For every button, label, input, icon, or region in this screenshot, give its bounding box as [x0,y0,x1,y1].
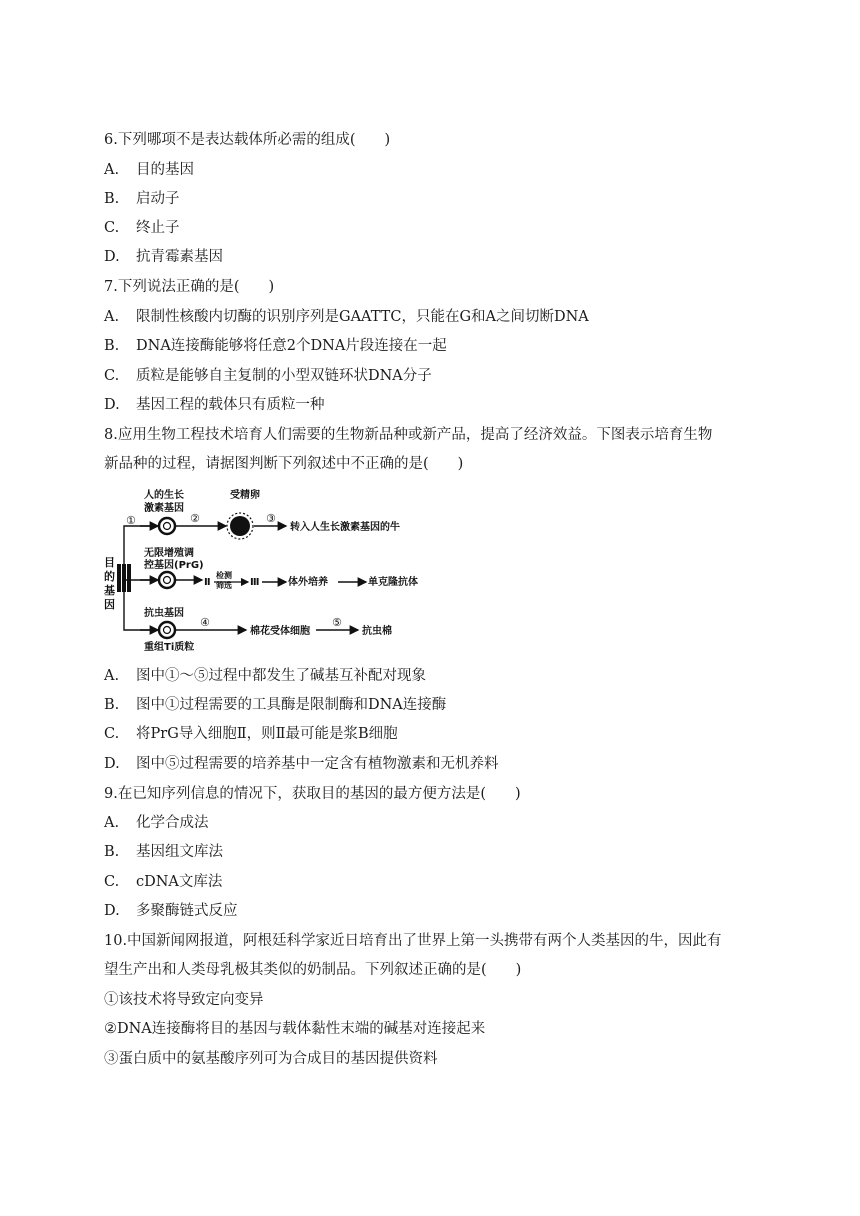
step-3-label: ③ [266,512,276,525]
row1-fertilized-egg [227,513,253,539]
row1-gene-label-1: 人的生长 [144,490,184,501]
row3-plasmid-label: 重组Ti质粒 [144,642,195,653]
row2-cell-ii: Ⅱ [204,577,211,588]
q10-statement-3: ③蛋白质中的氨基酸序列可为合成目的基因提供资料 [104,1051,438,1067]
row3-cell: 棉花受体细胞 [250,626,310,637]
q8-stem-line2: 新品种的过程，请据图判断下列叙述中不正确的是( ) [104,456,464,472]
q8-option-d: D. 图中⑤过程需要的培养基中一定含有植物激素和无机养料 [104,756,499,772]
row2-cell-iii: Ⅲ [250,577,260,588]
q6-option-a: A. 目的基因 [104,162,194,178]
q8-option-b: B. 图中①过程需要的工具酶是限制酶和DNA连接酶 [104,697,447,713]
q8-stem-line1: 8.应用生物工程技术培育人们需要的生物新品种或新产品，提高了经济效益。下图表示培育生物 [104,427,713,443]
row2-culture: 体外培养 [288,577,328,588]
q9-option-a: A. 化学合成法 [104,815,209,831]
q7-option-c: C. 质粒是能够自主复制的小型双链环状DNA分子 [104,368,432,384]
q7-option-d: D. 基因工程的载体只有质粒一种 [104,397,325,413]
svg-text:目: 目 [104,556,115,569]
row2-screen-label-2: 筛选 [216,581,232,590]
q9-option-b: B. 基因组文库法 [104,844,223,860]
row1-cell-label: 受精卵 [230,490,260,501]
q7-option-a: A. 限制性核酸内切酶的识别序列是GAATTC，只能在G和A之间切断DNA [104,309,589,325]
q8-option-a: A. 图中①～⑤过程中都发生了碱基互补配对现象 [104,668,426,684]
q7-stem: 7.下列说法正确的是( ) [104,279,275,295]
row3-ti-plasmid [159,622,175,638]
gene-bars [117,564,131,592]
q10-statement-1: ①该技术将导致定向变异 [104,992,264,1008]
row2-plasmid [159,572,175,588]
step-4-label: ④ [200,616,210,629]
q7-option-b: B. DNA连接酶能够将任意2个DNA片段连接在一起 [104,338,447,354]
q10-stem-line2: 望生产出和人类母乳极其类似的奶制品。下列叙述正确的是( ) [104,962,522,978]
q9-stem: 9.在已知序列信息的情况下，获取目的基因的最方便方法是( ) [104,786,521,802]
svg-text:因: 因 [104,598,115,611]
row1-result: 转入人生长激素基因的牛 [290,522,400,533]
q10-statement-2: ②DNA连接酶将目的基因与载体黏性末端的碱基对连接起来 [104,1021,486,1037]
q9-option-d: D. 多聚酶链式反应 [104,903,238,919]
step-2-label: ② [190,512,200,525]
q6-option-b: B. 启动子 [104,191,180,207]
q6-option-c: C. 终止子 [104,220,180,236]
row3-gene-label: 抗虫基因 [144,608,184,619]
q6-option-d: D. 抗青霉素基因 [104,249,223,265]
step-5-label: ⑤ [332,616,342,629]
row3-result: 抗虫棉 [362,626,392,637]
row2-screen-label-1: 检测 [216,571,232,580]
gene-engineering-diagram [100,484,440,656]
q10-stem-line1: 10.中国新闻网报道，阿根廷科学家近日培育出了世界上第一头携带有两个人类基因的牛，因此有 [104,933,722,949]
svg-text:的: 的 [104,570,115,583]
row2-gene-label-2: 控基因(PrG) [144,560,204,571]
svg-text:基: 基 [104,584,115,597]
row2-result: 单克隆抗体 [368,577,418,588]
row1-gene-label-2: 激素基因 [144,503,184,514]
row1-plasmid [159,518,175,534]
target-gene-label [104,556,115,611]
step-1-label: ① [126,514,136,527]
q8-option-c: C. 将PrG导入细胞Ⅱ，则Ⅱ最可能是浆B细胞 [104,726,398,742]
row2-gene-label-1: 无限增殖调 [144,548,194,559]
q9-option-c: C. cDNA文库法 [104,874,223,890]
q6-stem: 6.下列哪项不是表达载体所必需的组成( ) [104,132,391,148]
